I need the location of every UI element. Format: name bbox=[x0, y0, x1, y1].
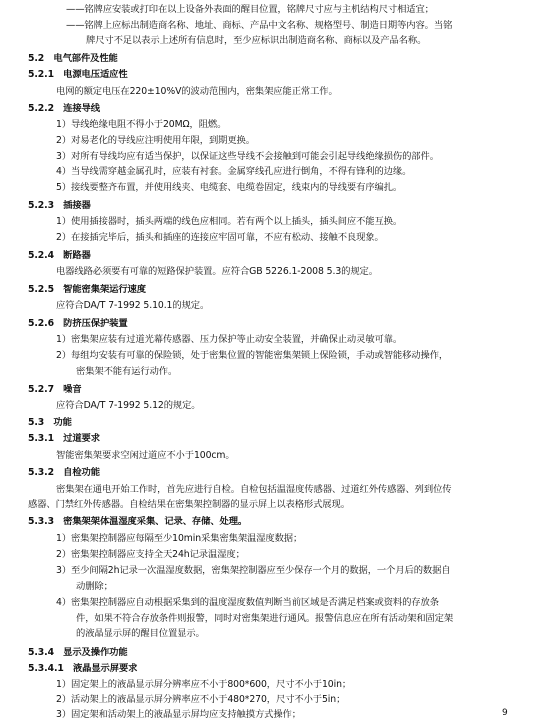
list-item: 2）密集架控制器应支持全天24h记录温湿度； bbox=[56, 549, 245, 560]
list-item: 3）至少间隔2h记录一次温湿度数据，密集架控制器应至少保存一个月的数据，一个月后的数据自 bbox=[56, 565, 451, 576]
list-item: 1）固定架上的液晶显示屏分辨率应不小于800*600，尺寸不小于10in； bbox=[56, 679, 352, 690]
list-item-continuation: 的液晶显示屏的醒目位置显示。 bbox=[76, 628, 205, 639]
section-heading: 5.2.1 电源电压适应性 bbox=[28, 69, 128, 80]
section-heading: 5.2 电气部件及性能 bbox=[28, 53, 118, 64]
text-line: 牌尺寸不足以表示上述所有信息时，至少应标识出制造商名称、商标以及产品名称。 bbox=[86, 35, 427, 46]
section-heading: 5.2.3 插接器 bbox=[28, 200, 91, 211]
paragraph-line: 智能密集架要求空闲过道应不小于100cm。 bbox=[56, 450, 235, 461]
list-item: 1）导线绝缘电阻不得小于20MΩ，阻燃。 bbox=[56, 119, 227, 130]
list-item: 2）在接插完毕后，插头和插座的连接应牢固可靠，不应有松动、接触不良现象。 bbox=[56, 232, 384, 243]
section-heading: 5.2.6 防挤压保护装置 bbox=[28, 318, 128, 329]
list-item: 2）对易老化的导线应注明使用年限，到期更换。 bbox=[56, 135, 255, 146]
list-item: 3）固定架和活动架上的液晶显示屏均应支持触摸方式操作； bbox=[56, 709, 301, 720]
section-heading: 5.2.7 噪音 bbox=[28, 384, 82, 395]
list-item: 2）每组均安装有可靠的保险锁，处于密集位置的智能密集架锁上保险锁，手动或智能移动操作， bbox=[56, 350, 449, 361]
list-item: 1）密集架应装有过道光幕传感器、压力保护等止动安全装置，并确保止动灵敏可靠。 bbox=[56, 334, 403, 345]
section-heading: 5.3.4.1 液晶显示屏要求 bbox=[28, 663, 138, 674]
list-item: 5）接线要整齐布置，并使用线夹、电缆套、电缆卷固定，线束内的导线要有序编扎。 bbox=[56, 182, 403, 193]
list-item: 3）对所有导线均应有适当保护，以保证这些导线不会接触到可能会引起导线绝缘损伤的部件。 bbox=[56, 151, 439, 162]
list-item: 1）使用插接器时，插头两端的线色应相同。若有两个以上插头，插头间应不能互换。 bbox=[56, 216, 403, 227]
paragraph-line: 感器、门禁红外传感器。自检结果在密集架控制器的显示屏上以表格形式展现。 bbox=[28, 499, 350, 510]
section-heading: 5.3.1 过道要求 bbox=[28, 433, 100, 444]
paragraph-line: 应符合DA/T 7-1992 5.12的规定。 bbox=[56, 400, 201, 411]
section-heading: 5.3 功能 bbox=[28, 417, 72, 428]
paragraph-line: 电网的额定电压在220±10%V的波动范围内，密集架应能正常工作。 bbox=[56, 86, 338, 97]
paragraph-line: 密集架在通电开始工作时，首先应进行自检。自检包括温湿度传感器、过道红外传感器、列到位传 bbox=[56, 484, 452, 495]
section-heading: 5.2.4 断路器 bbox=[28, 250, 91, 261]
section-heading: 5.3.3 密集架架体温湿度采集、记录、存储、处理。 bbox=[28, 516, 248, 527]
section-heading: 5.3.2 自检功能 bbox=[28, 467, 100, 478]
section-heading: 5.2.2 连接导线 bbox=[28, 103, 100, 114]
list-item: 4）密集架控制器应自动根据采集到的温度湿度数值判断当前区域是否满足档案或资料的存放条 bbox=[56, 597, 439, 608]
text-line: ——铭牌应安装或打印在以上设备外表面的醒目位置，铭牌尺寸应与主机结构尺寸相适宜； bbox=[66, 4, 434, 15]
list-item: 2）活动架上的液晶显示屏分辨率应不小于480*270，尺寸不小于5in； bbox=[56, 694, 346, 705]
list-item-continuation: 件，如果不符合存放条件则报警，同时对密集架进行通风。报警信息应在所有活动架和固定架 bbox=[76, 613, 454, 624]
list-item-continuation: 动删除； bbox=[76, 581, 113, 592]
section-heading: 5.2.5 智能密集架运行速度 bbox=[28, 284, 146, 295]
paragraph-line: 电器线路必须要有可靠的短路保护装置。应符合GB 5226.1-2008 5.3的规定。 bbox=[56, 266, 378, 277]
list-item: 4）当导线需穿越金属孔时，应装有衬套。金属穿线孔应进行倒角，不得有锋利的边缘。 bbox=[56, 166, 412, 177]
list-item-continuation: 密集架不能有运行动作。 bbox=[76, 366, 178, 377]
list-item: 1）密集架控制器应每隔至少10min采集密集架温湿度数据； bbox=[56, 533, 303, 544]
paragraph-line: 应符合DA/T 7-1992 5.10.1的规定。 bbox=[56, 300, 210, 311]
text-line: ——铭牌上应标出制造商名称、地址、商标、产品中文名称、规格型号、制造日期等内容。当铭 bbox=[66, 20, 453, 31]
page-number: 9 bbox=[502, 708, 508, 718]
section-heading: 5.3.4 显示及操作功能 bbox=[28, 647, 128, 658]
